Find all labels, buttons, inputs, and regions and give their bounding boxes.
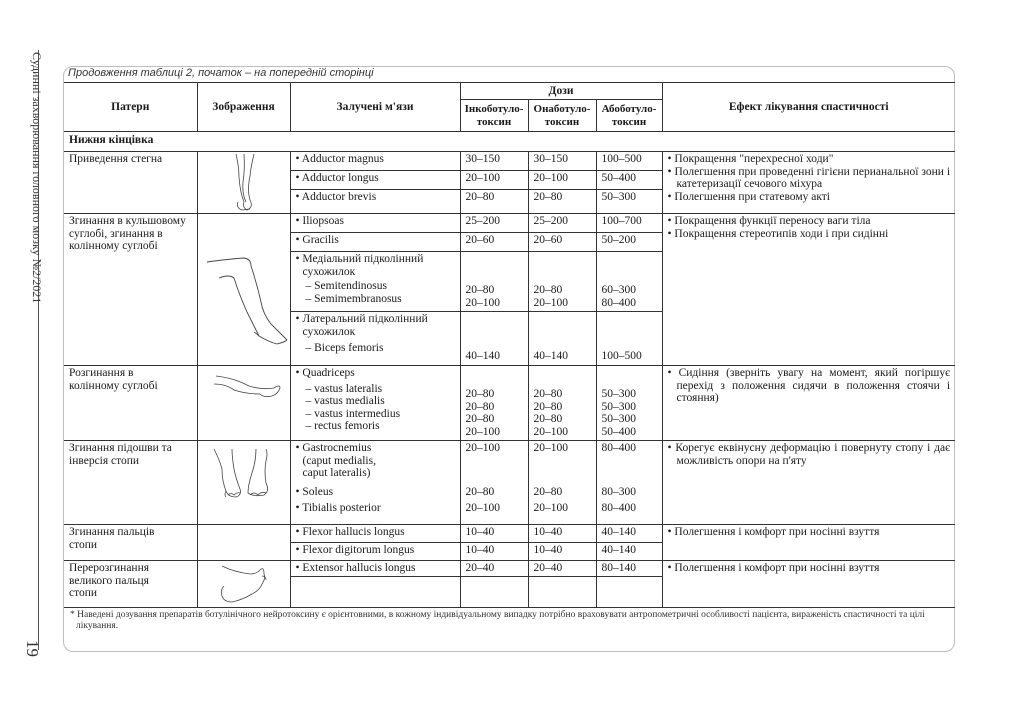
muscle-name: • Flexor digitorum longus (290, 543, 460, 561)
dose-value: 50–400 (601, 425, 636, 438)
header-doses: Дози (460, 83, 662, 100)
dose-abo (596, 441, 662, 525)
dose-abo: 100–700 (596, 214, 662, 233)
dose-ona (528, 252, 596, 312)
dose-ona: 40–140 (528, 312, 596, 366)
table-caption: Продовження таблиці 2, початок – на попередній сторінці (68, 67, 374, 79)
dose-inco: 10–40 (460, 525, 528, 543)
pattern-cell: Згинання в кульшовому суглобі, згинання в колінному суглобі (64, 214, 197, 366)
dose-abo: 40–140 (596, 543, 662, 561)
muscle-name (290, 441, 460, 525)
dose-value: 20–100 (465, 442, 500, 454)
effect-item: • Корегує еквінусну деформацію і повернуту стопу і дає можливість опори на п'яту (667, 442, 951, 467)
dose-ona: 30–150 (528, 152, 596, 171)
dose-value: 20–100 (533, 296, 568, 309)
dose-table (64, 82, 955, 634)
thigh-adduction-legs-image (214, 152, 274, 212)
muscle-name: • Iliopsoas (290, 214, 460, 233)
dose-abo: 80–140 (596, 561, 662, 577)
dose-value: 80–400 (601, 502, 636, 514)
dose-value: 50–300 (601, 388, 636, 400)
muscle-name: • Gracilis (290, 233, 460, 252)
header-pattern: Патерн (64, 83, 197, 132)
dose-value: 20–100 (465, 502, 500, 514)
dose-value: 20–100 (533, 442, 568, 454)
dose-value: 20–80 (533, 485, 563, 498)
dose-ona: 20–40 (528, 561, 596, 577)
dose-value: 20–80 (465, 388, 495, 400)
muscle-name-empty (290, 577, 460, 608)
dose-inco: 40–140 (460, 312, 528, 366)
effect-cell (662, 152, 955, 214)
pattern-cell: Розгинання в колінному суглобі (64, 366, 197, 441)
dose-inco (460, 441, 528, 525)
header-ona: Онаботуло- токсин (528, 100, 596, 132)
dose-inco: 30–150 (460, 152, 528, 171)
effect-item: • Покращення функції переносу ваги тіла (667, 215, 871, 227)
dose-value: 20–80 (465, 284, 495, 296)
pattern-cell: Перерозгинання великого пальця стопи (64, 561, 197, 608)
dose-ona: 10–40 (528, 525, 596, 543)
header-muscles: Залучені м'язи (290, 83, 460, 132)
dose-ona-empty (528, 577, 596, 608)
dose-value: 20–80 (533, 388, 563, 400)
effect-cell (662, 525, 955, 561)
effect-item: • Полегшення і комфорт при носінні взуття (667, 562, 880, 574)
image-cell (197, 561, 290, 608)
image-cell (197, 214, 290, 366)
dose-inco: 20–100 (460, 171, 528, 190)
dose-ona: 20–80 (528, 190, 596, 214)
dose-value: 80–400 (601, 296, 636, 309)
dose-value: 20–80 (465, 485, 495, 498)
dose-abo: 40–140 (596, 525, 662, 543)
pattern-cell: Приведення стегна (64, 152, 197, 214)
muscle-name: • Adductor brevis (290, 190, 460, 214)
dose-abo: 100–500 (596, 152, 662, 171)
dose-ona (528, 441, 596, 525)
dose-abo (596, 366, 662, 441)
image-cell (197, 441, 290, 525)
muscle-name: • Tibialis posterior (295, 502, 381, 514)
header-effect: Ефект лікування спастичності (662, 83, 955, 132)
effect-item: • Полегшення при проведенні гігієни перианальної зони і катетеризації сечового міхура (667, 165, 951, 190)
foot-big-toe-image (214, 562, 274, 606)
muscle-name (290, 252, 460, 312)
muscle-sub: – rectus femoris (305, 420, 380, 432)
muscle-name: • Soleus (295, 485, 334, 498)
muscle-sub: – vastus medialis (305, 395, 385, 407)
dose-inco: 10–40 (460, 543, 528, 561)
running-title: Судинні захворювання головного мозку №2/2021 (30, 52, 44, 304)
effect-item: • Полегшення при статевому акті (667, 190, 830, 203)
dose-inco: 20–40 (460, 561, 528, 577)
dose-value: 20–80 (465, 413, 495, 425)
muscle-name: • Adductor magnus (290, 152, 460, 171)
section-lower-limb: Нижня кінцівка (64, 132, 955, 152)
page-number: 19 (23, 640, 42, 657)
dose-value: 60–300 (601, 284, 636, 296)
dose-inco: 20–80 (460, 190, 528, 214)
dose-abo: 50–200 (596, 233, 662, 252)
bent-leg-image (199, 234, 289, 364)
dose-inco: 20–60 (460, 233, 528, 252)
muscle-group-detail: caput lateralis) (302, 467, 371, 479)
image-cell (197, 525, 290, 561)
dose-ona: 20–100 (528, 171, 596, 190)
dose-inco (460, 252, 528, 312)
footnote: * Наведені дозування препаратів ботулінічного нейротоксину є орієнтовними, в кожному індивідуальному випадку потрібно враховувати антропометричні особливості пацієнта, вираженість спастичності та цілі лікування. (64, 608, 955, 635)
extended-leg-image (204, 368, 284, 404)
image-cell (197, 152, 290, 214)
muscle-group: • Quadriceps (295, 367, 355, 379)
effect-cell (662, 214, 955, 366)
dose-value: 80–300 (601, 485, 636, 498)
muscle-group-detail: (caput medialis, (302, 454, 376, 467)
muscle-group: • Латеральний підколінний сухожилок (295, 313, 428, 338)
dose-inco (460, 366, 528, 441)
header-abo: Абоботуло- токсин (596, 100, 662, 132)
muscle-name (290, 366, 460, 441)
effect-item: • Покращення стереотипів ходи і при сидінні (667, 227, 889, 240)
muscle-name: • Flexor hallucis longus (290, 525, 460, 543)
dose-value: 20–80 (533, 284, 563, 296)
dose-abo (596, 252, 662, 312)
dose-abo: 100–500 (596, 312, 662, 366)
dose-ona: 25–200 (528, 214, 596, 233)
dose-value: 20–80 (533, 413, 563, 425)
dose-value: 20–100 (533, 425, 568, 438)
dose-ona: 10–40 (528, 543, 596, 561)
muscle-sub: – Biceps femoris (305, 342, 384, 354)
muscle-name: • Adductor longus (290, 171, 460, 190)
dose-abo: 50–400 (596, 171, 662, 190)
dose-ona (528, 366, 596, 441)
effect-item: • Покращення "перехресної ходи" (667, 153, 834, 165)
effect-cell (662, 366, 955, 441)
header-image: Зображення (197, 83, 290, 132)
muscle-sub: – Semimembranosus (305, 292, 402, 305)
inverted-feet-image (206, 445, 282, 505)
muscle-group: • Медіальний підколінний сухожилок (295, 253, 424, 278)
dose-value: 80–400 (601, 442, 636, 454)
dose-value: 20–80 (533, 400, 563, 413)
muscle-name: • Extensor hallucis longus (290, 561, 460, 577)
effect-cell (662, 561, 955, 608)
effect-item: • Сидіння (зверніть увагу на момент, який погіршує перехід з положення сидячи в положення стоячи і стояння) (667, 367, 951, 404)
effect-cell (662, 441, 955, 525)
dose-value: 20–100 (465, 425, 500, 438)
muscle-group: • Gastrocnemius (295, 442, 372, 454)
muscle-sub: – vastus lateralis (305, 382, 383, 395)
muscle-sub: – Semitendinosus (305, 280, 387, 292)
muscle-sub: – vastus intermedius (305, 407, 401, 420)
dose-value: 20–80 (465, 400, 495, 413)
image-cell (197, 366, 290, 441)
dose-ona: 20–60 (528, 233, 596, 252)
dose-abo: 50–300 (596, 190, 662, 214)
dose-abo-empty (596, 577, 662, 608)
header-inco: Інкоботуло- токсин (460, 100, 528, 132)
dose-inco: 25–200 (460, 214, 528, 233)
dose-value: 20–100 (533, 502, 568, 514)
dose-value: 50–300 (601, 400, 636, 413)
muscle-name (290, 312, 460, 366)
dose-value: 20–100 (465, 296, 500, 309)
dose-value: 50–300 (601, 413, 636, 425)
pattern-cell: Згинання пальців стопи (64, 525, 197, 561)
effect-item: • Полегшення і комфорт при носінні взуття (667, 526, 880, 538)
pattern-cell: Згинання підошви та інверсія стопи (64, 441, 197, 525)
dose-inco-empty (460, 577, 528, 608)
